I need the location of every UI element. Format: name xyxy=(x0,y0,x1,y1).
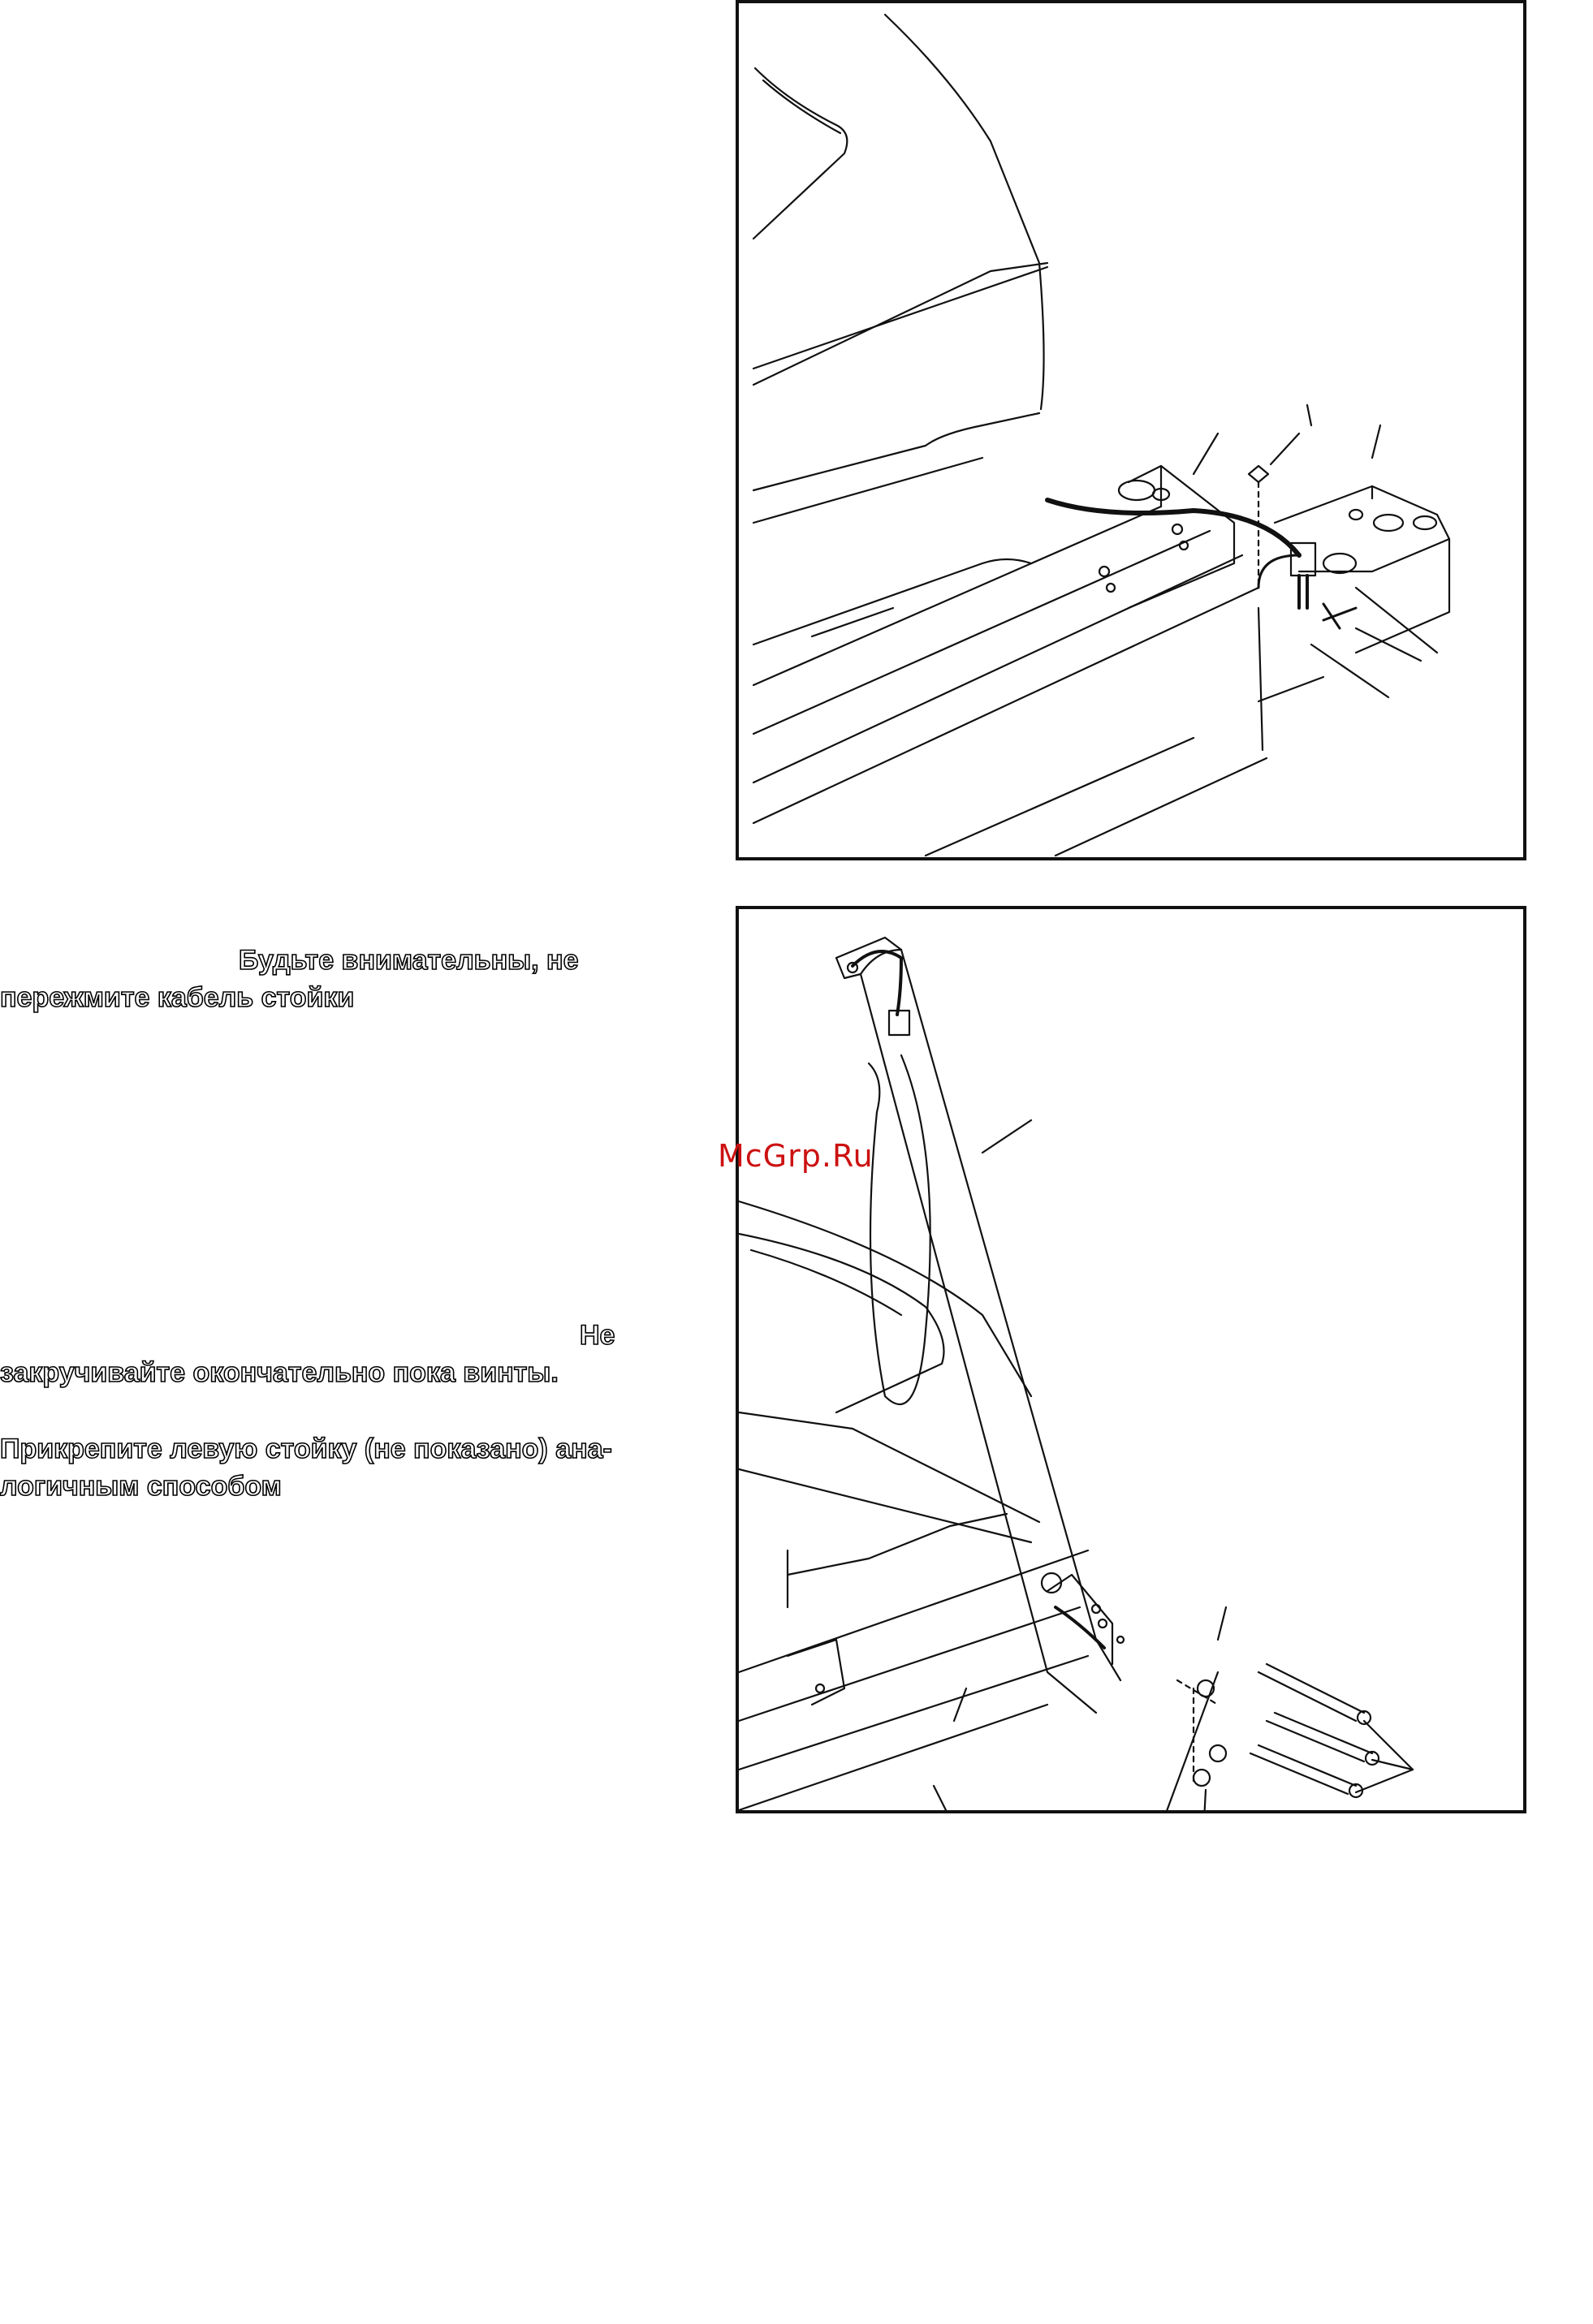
left-upright-text-line-2: логичным способом xyxy=(0,1471,282,1502)
cable-connection-drawing xyxy=(739,3,1526,860)
upright-attachment-drawing xyxy=(739,909,1526,1813)
caution-text-line-2: пережмите кабель стойки xyxy=(0,982,355,1013)
tighten-text-line-1: Не xyxy=(580,1320,615,1351)
left-upright-text-line-1: Прикрепите левую стойку (не показано) ана- xyxy=(0,1434,612,1464)
figure-upright-attachment xyxy=(736,906,1526,1813)
figure-cable-connection xyxy=(736,0,1526,860)
watermark-text: McGrp.Ru xyxy=(718,1138,874,1174)
caution-text-line-1: Будьте внимательны, не xyxy=(239,945,579,976)
tighten-text-line-2: закручивайте окончательно пока винты. xyxy=(0,1357,559,1388)
